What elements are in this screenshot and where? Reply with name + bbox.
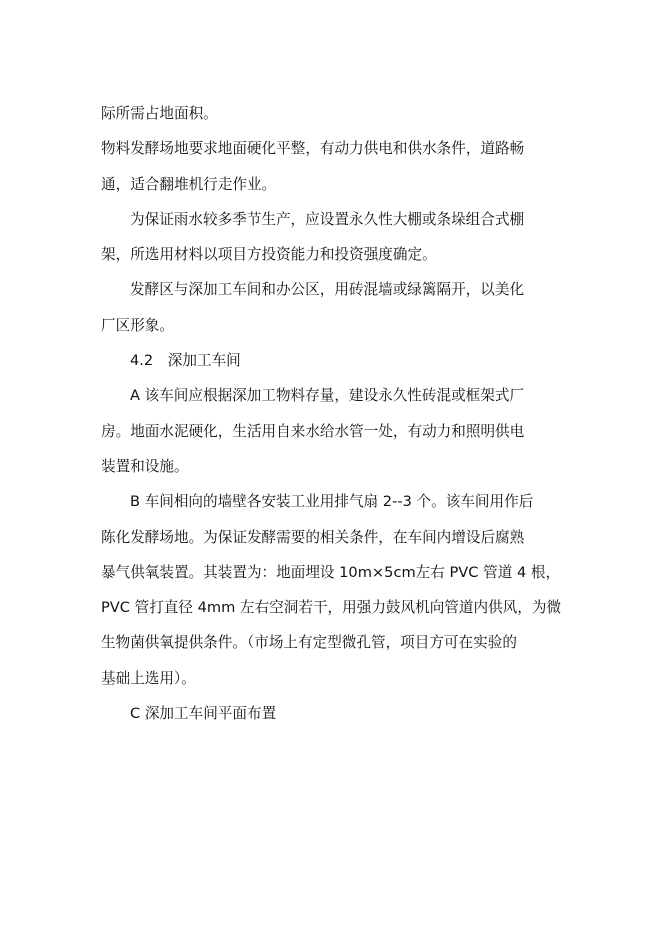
paragraph-line: 房。地面水泥硬化，生活用自来水给水管一处，有动力和照明供电 — [101, 422, 525, 440]
paragraph-line: C 深加工车间平面布置 — [130, 705, 277, 723]
paragraph-line: 通，适合翻堆机行走作业。 — [101, 175, 277, 193]
paragraph-line: 为保证雨水较多季节生产，应设置永久性大棚或条垛组合式棚 — [130, 210, 525, 228]
paragraph-line: 陈化发酵场地。为保证发酵需要的相关条件，在车间内增设后腐熟 — [101, 528, 525, 546]
paragraph-line: 际所需占地面积。 — [101, 105, 218, 122]
paragraph-line: PVC 管打直径 4mm 左右空洞若干，用强力鼓风机向管道内供风，为微 — [101, 599, 562, 617]
paragraph-line: 发酵区与深加工车间和办公区，用砖混墙或绿篱隔开，以美化 — [130, 281, 525, 299]
paragraph-line: 暴气供氧装置。其装置为：地面埋设 10m×5cm左右 PVC 管道 4 根， — [101, 563, 561, 581]
section-heading: 4.2 深加工车间 — [130, 352, 241, 370]
paragraph-line: 厂区形象。 — [101, 316, 174, 334]
paragraph-line: 架，所选用材料以项目方投资能力和投资强度确定。 — [101, 246, 437, 264]
paragraph-line: A 该车间应根据深加工物料存量，建设永久性砖混或框架式厂 — [130, 387, 525, 405]
paragraph-line: 生物菌供氧提供条件。（市场上有定型微孔管，项目方可在实验的 — [101, 634, 517, 652]
paragraph-line: B 车间相向的墙壁各安装工业用排气扇 2--3 个。该车间用作后 — [130, 493, 534, 511]
paragraph-line: 物料发酵场地要求地面硬化平整，有动力供电和供水条件，道路畅 — [101, 140, 525, 158]
paragraph-line: 基础上选用）。 — [101, 669, 196, 687]
document-body — [101, 96, 563, 731]
paragraph-line: 装置和设施。 — [101, 457, 189, 475]
